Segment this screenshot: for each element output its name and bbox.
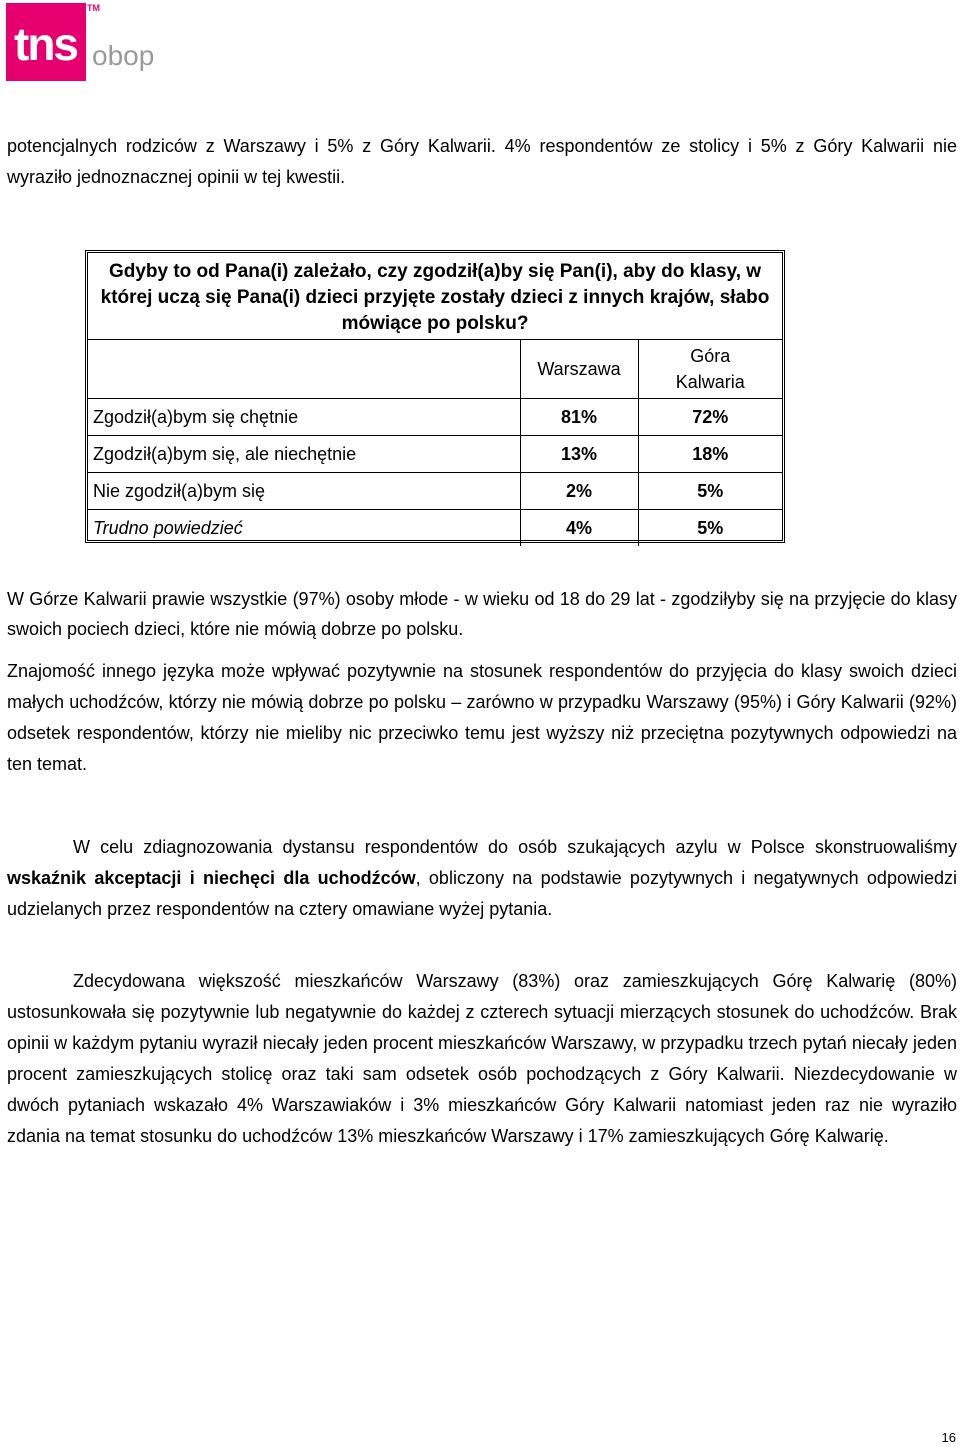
logo-trademark: TM bbox=[87, 3, 100, 13]
table-row bbox=[88, 436, 782, 473]
page-number: 16 bbox=[941, 1430, 956, 1445]
header-empty-cell bbox=[88, 340, 520, 399]
row-label: Trudno powiedzieć bbox=[88, 510, 520, 547]
value-warszawa: 4% bbox=[520, 510, 638, 547]
value-gora-kalwaria: 5% bbox=[638, 510, 782, 547]
logo-tns-text: tns bbox=[14, 18, 77, 70]
row-label: Zgodził(a)bym się, ale niechętnie bbox=[88, 436, 520, 473]
value-gora-kalwaria: 5% bbox=[638, 473, 782, 510]
paragraph-young-respondents: W Górze Kalwarii prawie wszystkie (97%) osoby młode - w wieku od 18 do 29 lat - zgodziłyby się na przyjęcie do klasy swoich pociech dzieci, które nie mówią dobrze po polsku. bbox=[7, 589, 957, 639]
column-header-gora-kalwaria: Góra Kalwaria bbox=[638, 340, 782, 399]
row-label: Nie zgodził(a)bym się bbox=[88, 473, 520, 510]
paragraph-acceptance-index bbox=[7, 832, 957, 925]
value-warszawa: 2% bbox=[520, 473, 638, 510]
value-gora-kalwaria: 18% bbox=[638, 436, 782, 473]
table-row bbox=[88, 510, 782, 547]
table-row bbox=[88, 399, 782, 436]
tns-obop-logo bbox=[6, 3, 156, 83]
row-label: Zgodził(a)bym się chętnie bbox=[88, 399, 520, 436]
acceptance-index-bold: wskaźnik akceptacji i niechęci dla uchodźców bbox=[7, 868, 416, 888]
column-header-warszawa: Warszawa bbox=[520, 340, 638, 399]
table-row bbox=[88, 473, 782, 510]
acceptance-index-text-before: W celu zdiagnozowania dystansu respondentów do osób szukających azylu w Polsce skonstruowaliśmy bbox=[73, 837, 957, 857]
value-warszawa: 13% bbox=[520, 436, 638, 473]
paragraph-majority-opinion: Zdecydowana większość mieszkańców Warszawy (83%) oraz zamieszkujących Górę Kalwarię (80%) ustosunkowała się pozytywnie lub negatywnie do każdej z czterech sytuacji mierzących stosunek do uchodźców. Brak opinii w każdym pytaniu wyraził niecały jeden procent mieszkańców Warszawy, w przypadku trzech pytań niecały jeden procent zamieszkujących stolicę oraz taki sam odsetek osób pochodzących z Góry Kalwarii. Niezdecydowanie w dwóch pytaniach wskazało 4% Warszawiaków i 3% mieszkańców Góry Kalwarii natomiast jeden raz nie wyraziło zdania na temat stosunku do uchodźców 13% mieszkańców Warszawy i 17% zamieszkujących Górę Kalwarię. bbox=[7, 971, 957, 1146]
logo-obop-text: obop bbox=[92, 40, 155, 71]
question-table bbox=[88, 339, 782, 546]
acceptance-index-text-after: , obliczony na podstawie pozytywnych i negatywnych odpowiedzi udzielanych przez respondentów na cztery omawiane wyżej pytania. bbox=[7, 868, 957, 919]
paragraph-language-knowledge: Znajomość innego języka może wpływać pozytywnie na stosunek respondentów do przyjęcia do klasy swoich dzieci małych uchodźców, którzy nie mówią dobrze po polsku – zarówno w przypadku Warszawy (95%) i Góry Kalwarii (92%) odsetek respondentów, którzy nie mieliby nic przeciwko temu jest wyższy niż przeciętna pozytywnych odpowiedzi na ten temat. bbox=[7, 661, 957, 774]
intro-paragraph: potencjalnych rodziców z Warszawy i 5% z Góry Kalwarii. 4% respondentów ze stolicy i 5% z Góry Kalwarii nie wyraziło jednoznacznej opinii w tej kwestii. bbox=[7, 136, 957, 187]
value-gora-kalwaria: 72% bbox=[638, 399, 782, 436]
table-header-row bbox=[88, 340, 782, 399]
question-table-box bbox=[85, 250, 785, 543]
question-title: Gdyby to od Pana(i) zależało, czy zgodził(a)by się Pan(i), aby do klasy, w której uczą się Pana(i) dzieci przyjęte zostały dzieci z innych krajów, słabo mówiące po polsku? bbox=[100, 261, 770, 334]
value-warszawa: 81% bbox=[520, 399, 638, 436]
